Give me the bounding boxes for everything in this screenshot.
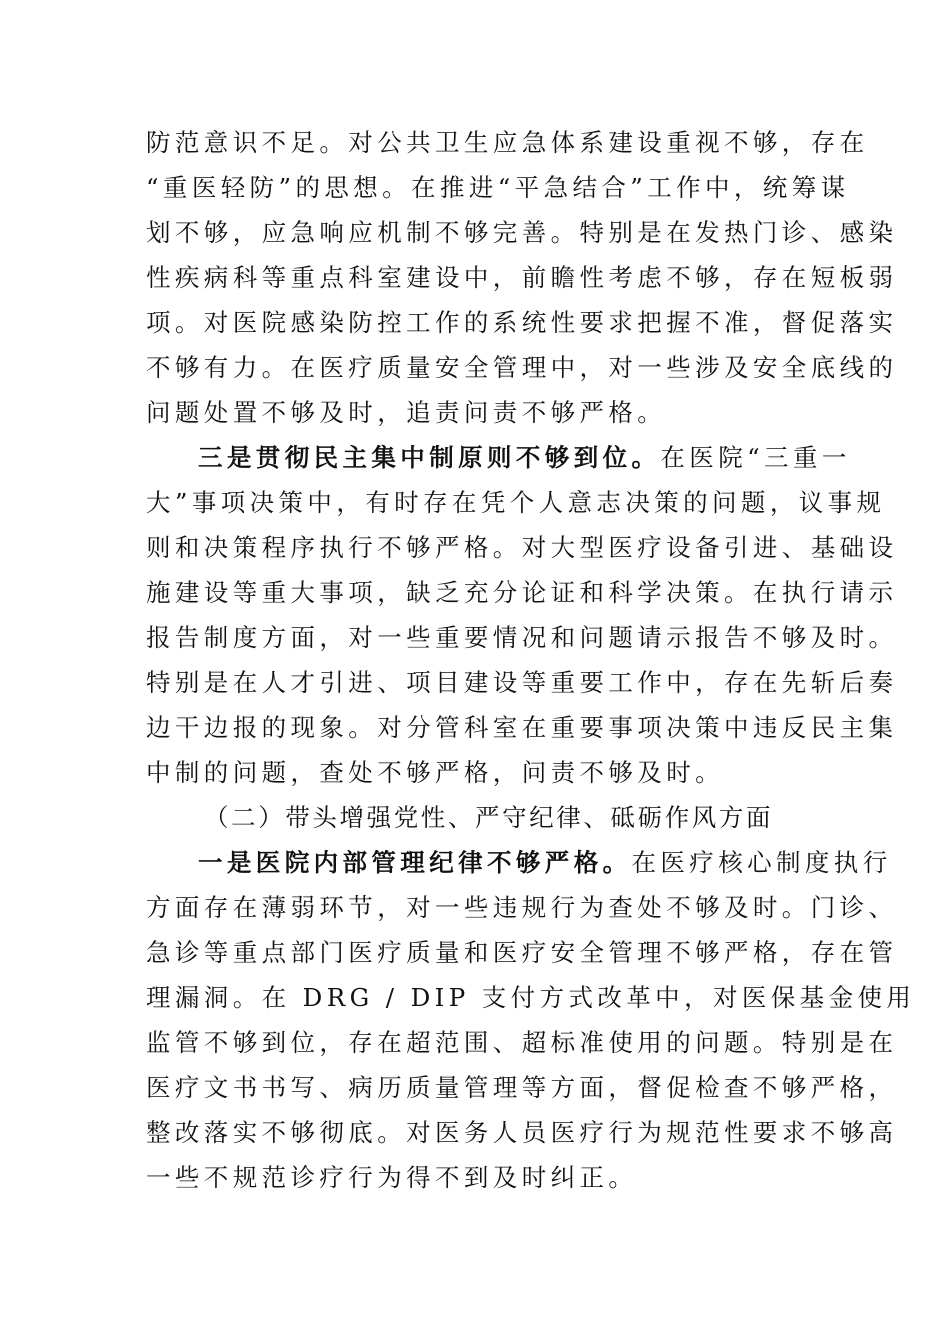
paragraph-internal-discipline bbox=[146, 840, 916, 1200]
text-line: 大”事项决策中，有时存在凭个人意志决策的问题，议事规 bbox=[146, 488, 886, 517]
text-line: 中制的问题，查处不够严格，问责不够及时。 bbox=[146, 758, 724, 787]
text-line: 不够有力。在医疗质量安全管理中，对一些涉及安全底线的 bbox=[146, 353, 898, 382]
text-line: 边干边报的现象。对分管科室在重要事项决策中违反民主集 bbox=[146, 713, 898, 742]
text-line: 特别是在人才引进、项目建设等重要工作中，存在先斩后奏 bbox=[146, 668, 898, 697]
text-line: 项。对医院感染防控工作的系统性要求把握不准，督促落实 bbox=[146, 308, 898, 337]
paragraph-lead-bold: 一是医院内部管理纪律不够严格。 bbox=[198, 848, 632, 877]
text-line: 则和决策程序执行不够严格。对大型医疗设备引进、基础设 bbox=[146, 533, 898, 562]
paragraph-lead-bold: 三是贯彻民主集中制原则不够到位。 bbox=[198, 443, 661, 472]
text-line: 性疾病科等重点科室建设中，前瞻性考虑不够，存在短板弱 bbox=[146, 263, 898, 292]
text-line: 问题处置不够及时，追责问责不够严格。 bbox=[146, 398, 667, 427]
text-line: 理漏洞。在 DRG / DIP 支付方式改革中，对医保基金使用 bbox=[146, 983, 916, 1012]
section-heading-text: （二）带头增强党性、严守纪律、砥砺作风方面 bbox=[204, 803, 774, 832]
paragraph-lead-rest: 在医院“三重一 bbox=[660, 443, 851, 472]
paragraph-public-health bbox=[146, 120, 898, 435]
text-line: 整改落实不够彻底。对医务人员医疗行为规范性要求不够高 bbox=[146, 1118, 898, 1147]
text-line: 监管不够到位，存在超范围、超标准使用的问题。特别是在 bbox=[146, 1028, 898, 1057]
text-line: 方面存在薄弱环节，对一些违规行为查处不够及时。门诊、 bbox=[146, 893, 898, 922]
text-line: 防范意识不足。对公共卫生应急体系建设重视不够，存在 bbox=[146, 128, 869, 157]
text-line: “重医轻防”的思想。在推进“平急结合”工作中，统筹谋 bbox=[146, 173, 850, 202]
paragraph-democratic-centralism bbox=[146, 435, 898, 795]
text-line: 一些不规范诊疗行为得不到及时纠正。 bbox=[146, 1163, 638, 1192]
text-line-lead bbox=[146, 840, 892, 885]
text-line: 医疗文书书写、病历质量管理等方面，督促检查不够严格， bbox=[146, 1073, 898, 1102]
text-line: 划不够，应急响应机制不够完善。特别是在发热门诊、感染 bbox=[146, 218, 898, 247]
paragraph-lead-rest: 在医疗核心制度执行 bbox=[631, 848, 892, 877]
text-line: 施建设等重大事项，缺乏充分论证和科学决策。在执行请示 bbox=[146, 578, 898, 607]
text-line: 报告制度方面，对一些重要情况和问题请示报告不够及时。 bbox=[146, 623, 898, 652]
document-body bbox=[146, 120, 916, 1200]
section-heading bbox=[146, 795, 810, 840]
text-line-lead bbox=[146, 435, 851, 480]
text-line: 急诊等重点部门医疗质量和医疗安全管理不够严格，存在管 bbox=[146, 938, 898, 967]
